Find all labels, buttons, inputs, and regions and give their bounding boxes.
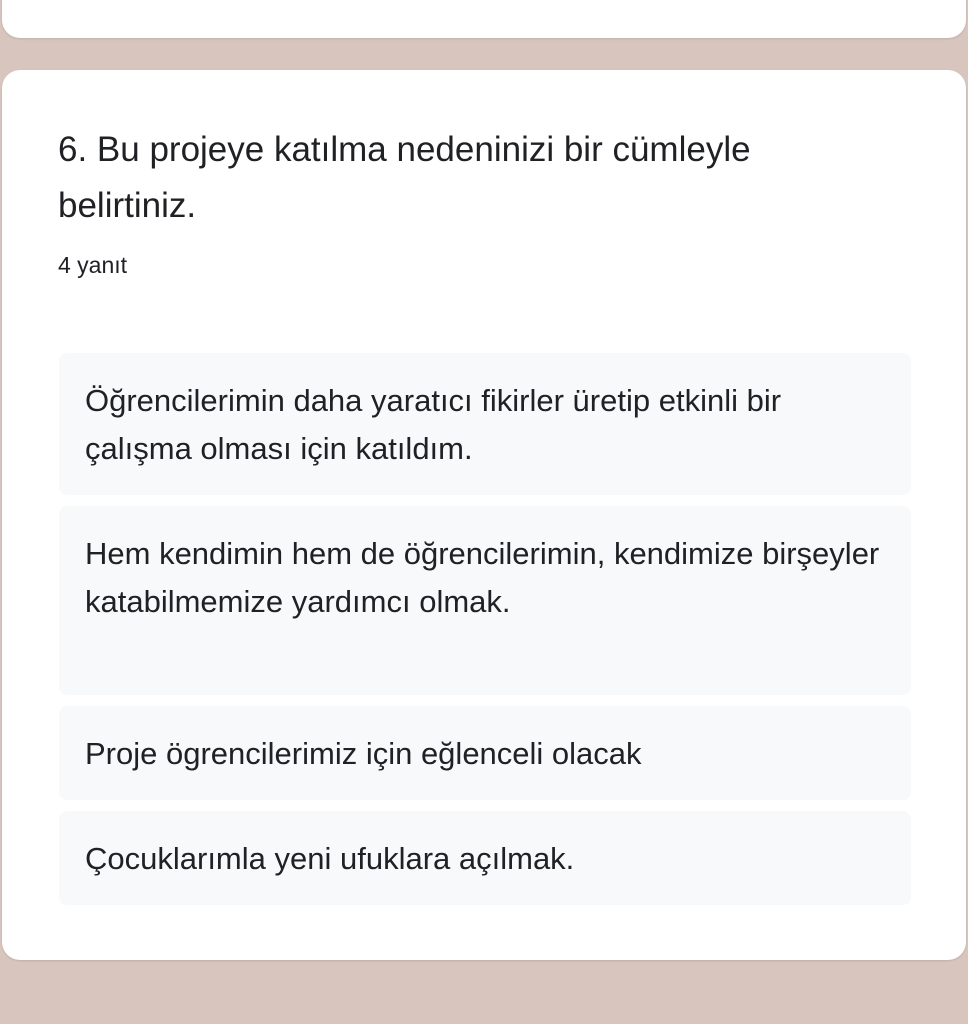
previous-question-card <box>2 0 966 38</box>
answer-item: Proje ögrencilerimiz için eğlenceli olacak <box>59 706 911 800</box>
answer-list <box>59 353 911 916</box>
answer-item: Çocuklarımla yeni ufuklara açılmak. <box>59 811 911 905</box>
question-title: 6. Bu projeye katılma nedeninizi bir cümleyle belirtiniz. <box>58 130 751 225</box>
answer-item: Öğrencilerimin daha yaratıcı fikirler üretip etkinli bir çalışma olması için katıldım. <box>59 353 911 495</box>
response-count: 4 yanıt <box>58 252 128 278</box>
answer-item: Hem kendimin hem de öğrencilerimin, kendimize birşeyler katabilmemize yardımcı olmak. <box>59 506 911 695</box>
